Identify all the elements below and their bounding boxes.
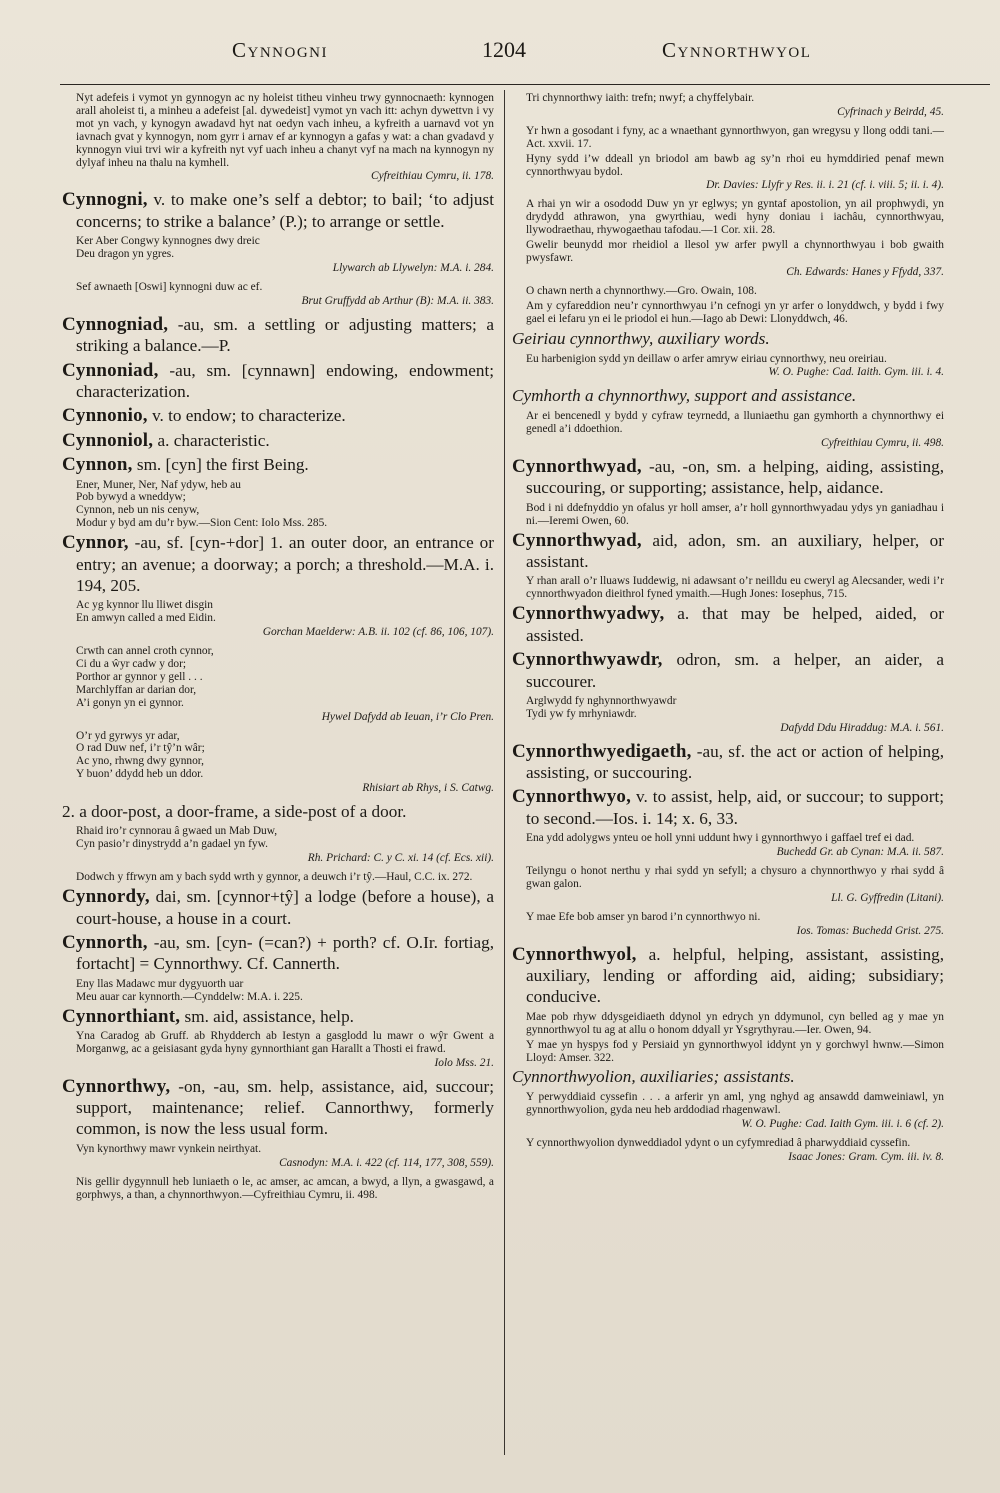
entry-headword: Cynnorth, (62, 931, 148, 953)
citation-source: Gorchan Maelderw: A.B. ii. 102 (cf. 86, 106, 107). (262, 626, 494, 639)
citation-source: Cyfreithiau Cymru, ii. 498. (821, 437, 944, 450)
dictionary-entry (62, 430, 494, 451)
citation-quote: Eu harbenigion sydd yn deillaw o arfer amryw eiriau cynnorthwy, neu oreiriau. (526, 352, 887, 365)
citation-quote: Y rhan arall o’r lluaws Iuddewig, ni adawsant o’r neilldu eu cweryl ag Alecsander, wedi i’r cynnorthwyadon dieithrol fyned ymaith.—Hugh Jones: Iosephus, 715. (526, 575, 944, 601)
entry-headword: Cynnorthwy, (62, 1075, 171, 1097)
header-rule (60, 84, 990, 85)
entry-headword: Cynnonio, (62, 405, 148, 427)
citation-quote: Yna Caradog ab Gruff. ab Rhydderch ab Iestyn a gasglodd lu mawr o wŷr Gwent a Morganwg, ac a geisiasant gyda hyny gynnorthiant gan Harallt a Thosti ei frawd. (76, 1029, 494, 1055)
dictionary-entry (62, 932, 494, 975)
citation-source: W. O. Pughe: Cad. Iaith. Gym. iii. i. 4. (768, 366, 944, 379)
citation-quote: Rhaid iro’r cynnorau â gwaed un Mab Duw, Cyn pasio’r dinystrydd a’n gadael yn fyw. (76, 825, 278, 851)
dictionary-entry (62, 454, 494, 475)
citation-source: Ch. Edwards: Hanes y Ffydd, 337. (786, 265, 944, 278)
citation-source: Hywel Dafydd ab Ieuan, i’r Clo Pren. (321, 710, 494, 723)
dictionary-entry (62, 532, 494, 596)
citation-quote: Y perwyddiaid cyssefin . . . a arferir yn aml, yng nghyd ag ansawdd damweiniawl, yn gynnorthwyolion, gyda neu heb arddodiad rhagenwawl. (526, 1091, 944, 1117)
entry-definition: a. characteristic. (153, 430, 270, 450)
citation-quote: Bod i ni ddefnyddio yn ofalus yr holl amser, a’r holl gynnorthwyadau ydys yn ganiadhau i ni.—Ieremi Owen, 60. (526, 501, 944, 527)
dictionary-entry (62, 314, 494, 357)
citation-quote: Teilyngu o honot nerthu y rhai sydd yn sefyll; a chysuro a chynnorthwyo y rhai sydd â gwan galon. (526, 865, 944, 890)
running-header (0, 38, 1000, 72)
citation-quote: Y mae yn hyspys fod y Persiaid yn gynnorthwyol iddynt yn y gorchwyl hwnw.—Simon Lloyd: Amser. 322. (526, 1038, 944, 1064)
entry-headword: Cynnorthiant, (62, 1005, 181, 1027)
entry-definition: dai, sm. [cynnor+tŷ] a lodge (before a house), a court-house, a house in a court. (76, 887, 494, 928)
subentry-phrase: Geiriau cynnorthwy, auxiliary words. (512, 328, 770, 348)
citation-source: Casnodyn: M.A. i. 422 (cf. 114, 177, 308, 559). (279, 1156, 494, 1169)
citation-quote: O chawn nerth a chynnorthwy.—Gro. Owain, 108. (526, 284, 757, 297)
entry-definition: aid, adon, sm. an auxiliary, helper, or assistant. (526, 530, 944, 572)
entry-headword: Cynnordy, (62, 886, 150, 908)
entry-headword: Cynnogniad, (62, 313, 169, 335)
entry-headword: Cynnon, (62, 454, 133, 476)
citation-quote: Nyt adefeis i vymot yn gynnogyn ac ny holeist titheu vinheu trwy gynnocnaeth: kynnogen arall aholeist ti, a minheu a adefeist [al. dywedeist] vymot yn vach itt: achyn dywettvn i vy mot yn vach, y kynogyn awadavd hyt nat oedyn vach inheu, a kyfreith a uarnavd vot yn iavnach gvat y kynnogyn, nom gyrr i arnav ef ar kynnogyn a gafas y wat: a chan gvadavd y kynnogyn viui trvi wir a kyfreith nyt vyf uach inheu a chanyt vyf na mach na kynnogyn ny dylyaf inheu na thalu na kymhell. (76, 92, 494, 169)
citation-quote: Dodwch y ffrwyn am y bach sydd wrth y gynnor, a deuwch i’r tŷ.—Haul, C.C. ix. 272. (76, 871, 473, 884)
dictionary-entry (512, 456, 944, 499)
citation-quote: Ker Aber Congwy kynnognes dwy dreic Deu dragon yn ygres. (76, 235, 260, 261)
entry-definition: -au, sm. [cyn- (=can?) + porth? cf. O.Ir. fortiag, fortacht] = Cynnorthwy. Cf. Cannerth. (76, 932, 494, 974)
citation-quote: Vyn kynorthwy mawr vynkein neirthyat. (76, 1142, 262, 1155)
entry-headword: Cynnorthwyad, (512, 529, 642, 551)
entry-definition: -au, sm. a settling or adjusting matters; a striking a balance.—P. (76, 314, 494, 356)
entry-definition: sm. aid, assistance, help. (180, 1006, 354, 1026)
entry-headword: Cynnorthwyawdr, (512, 649, 663, 671)
citation-source: Iolo Mss. 21. (434, 1056, 494, 1069)
entry-definition: v. to endow; to characterize. (147, 406, 346, 426)
dictionary-entry (62, 360, 494, 403)
citation-source: Ios. Tomas: Buchedd Grist. 275. (796, 924, 944, 937)
dictionary-entry (512, 944, 944, 1008)
citation-quote: Y cynnorthwyolion dynweddiadol ydynt o un cyfymrediad â pharwyddiaid cyssefin. (526, 1137, 911, 1150)
citation-quote: Gwelir beunydd mor rheidiol a llesol yw arfer pwyll a chynnorthwyau i bob gwaith pwysfawr. (526, 239, 944, 264)
dictionary-entry (512, 530, 944, 573)
citation-source: Dafydd Ddu Hiraddug: M.A. i. 561. (780, 721, 944, 734)
citation-quote: Crwth can annel croth cynnor, Ci du a ŵyr cadw y dor; Porthor ar gynnor y gell . . . Marchlyffan ar darian dor, A’i gonyn yn ei gynnor. (76, 645, 214, 709)
subentry-phrase: Cynnorthwyolion, auxiliaries; assistants. (512, 1067, 795, 1087)
citation-quote: Sef awnaeth [Oswi] kynnogni duw ac ef. (76, 280, 263, 293)
citation-source: Rh. Prichard: C. y C. xi. 14 (cf. Ecs. xii). (307, 852, 494, 865)
dictionary-entry (512, 603, 944, 646)
right-running-headword: Cynnorthwyol (662, 38, 812, 62)
citation-source: Ll. G. Gyffredin (Litani). (831, 891, 944, 904)
citation-quote: Hyny sydd i’w ddeall yn briodol am bawb ag sy’n rhoi eu hymddiried penaf mewn cynnorthwyau bydol. (526, 152, 944, 178)
entry-headword: Cynnorthwyol, (512, 943, 637, 965)
entry-definition: -au, sf. [cyn-+dor] 1. an outer door, an entrance or entry; an avenue; a doorway; a porch; a threshold.—M.A. i. 194, 205. (76, 533, 494, 595)
citation-quote: Arglwydd fy nghynnorthwyawdr Tydi yw fy mrhyniawdr. (526, 694, 677, 720)
citation-source: Buchedd Gr. ab Cynan: M.A. ii. 587. (776, 846, 944, 859)
entry-definition: -on, -au, sm. help, assistance, aid, succour; support, maintenance; relief. Cannorthwy, formerly common, is now the less usual form. (76, 1076, 494, 1139)
dictionary-entry (62, 886, 494, 929)
citation-source: W. O. Pughe: Cad. Iaith Gym. iii. i. 6 (cf. 2). (741, 1118, 944, 1131)
right-column (512, 92, 944, 1452)
dictionary-entry (62, 189, 494, 232)
entry-definition: a. helpful, helping, assistant, assisting, auxiliary, lending or affording aid, aiding; subsidiary; conducive. (526, 944, 944, 1007)
entry-headword: Cynnorthwyadwy, (512, 603, 665, 625)
dictionary-entry (62, 1076, 494, 1140)
entry-definition: a. that may be helped, aided, or assisted. (526, 604, 944, 645)
entry-headword: Cynnorthwyedigaeth, (512, 740, 692, 762)
citation-quote: Nis gellir dygynnull heb luniaeth o le, ac amser, ac amcan, a bwyd, a llyn, a gwasgawd, a gorphwys, a than, a chynnorthwyon.—Cyfreithiau Cymru, ii. 498. (76, 1175, 494, 1201)
citation-quote: Am y cyfareddion neu’r cynnorthwyau i’n cefnogi yn yr arfer o lonyddwch, y bydd i fwy gael ei lefaru yn ei le priodol ei hun.—Iago ab Dewi: Llonyddwch, 46. (526, 299, 944, 325)
entry-definition: -au, sf. the act or action of helping, assisting, or succouring. (526, 741, 944, 783)
citation-source: Brut Gruffydd ab Arthur (B): M.A. ii. 383. (301, 294, 494, 307)
citation-source: Cyfrinach y Beirdd, 45. (837, 105, 944, 118)
entry-definition: v. to make one’s self a debtor; to bail; ‘to adjust concerns; to strike a balance’ (P.); to arrange or settle. (76, 190, 494, 231)
entry-definition: v. to assist, help, aid, or succour; to support; to second.—Ios. i. 14; x. 6, 33. (526, 787, 944, 828)
citation-quote: Yr hwn a gosodant i fyny, ac a wnaethant gynnorthwyon, gan wregysu y llong oddi tani.—Act. xxvii. 17. (526, 124, 944, 150)
entry-sense: 2. a door-post, a door-frame, a side-post of a door. (62, 802, 407, 822)
entry-definition: -au, -on, sm. a helping, aiding, assisting, succouring, or supporting; assistance, help, aidance. (526, 457, 944, 498)
citation-quote: A rhai yn wir a osododd Duw yn yr eglwys; yn gyntaf apostolion, yn ail prophwydi, yn drydydd athrawon, yna gwyrthiau, wedi hyny doniau i iachâu, cynnorthwyau, llywodraethau, rhywogaethau tafodau.—1 Cor. xii. 28. (526, 198, 944, 237)
entry-definition: sm. [cyn] the first Being. (132, 455, 309, 475)
dictionary-entry (512, 741, 944, 784)
citation-quote: Tri chynnorthwy iaith: trefn; nwyf; a chyffelybair. (526, 92, 755, 104)
citation-quote: O’r yd gyrwys yr adar, O rad Duw nef, i’r tŷ’n wâr; Ac yno, rhwng dwy gynnor, Y buon’ ddydd heb un ddor. (76, 729, 205, 781)
entry-headword: Cynnogni, (62, 189, 148, 211)
left-column (62, 92, 494, 1452)
dictionary-entry (512, 649, 944, 692)
citation-quote: Ena ydd adolygws ynteu oe holl ynni uddunt hwy i gynnorthwyo i gaffael tref ei dad. (526, 832, 915, 845)
subentry-phrase: Cymhorth a chynnorthwy, support and assistance. (512, 386, 857, 406)
dictionary-entry (512, 786, 944, 829)
citation-source: Cyfreithiau Cymru, ii. 178. (371, 170, 494, 183)
dictionary-entry (62, 405, 494, 426)
citation-quote: Eny llas Madawc mur dygyuorth uar Meu auar car kynnorth.—Cynddelw: M.A. i. 225. (76, 977, 303, 1003)
citation-quote: Y mae Efe bob amser yn barod i’n cynnorthwyo ni. (526, 910, 761, 923)
citation-quote: Ener, Muner, Ner, Naf ydyw, heb au Pob bywyd a wneddyw; Cynnon, neb un nis cenyw, Modur y byd am du’r byw.—Sion Cent: Iolo Mss. 285. (76, 478, 328, 530)
entry-headword: Cynnorthwyo, (512, 786, 632, 808)
entry-headword: Cynnoniol, (62, 429, 154, 451)
page-number: 1204 (482, 37, 526, 62)
entry-headword: Cynnoniad, (62, 359, 159, 381)
entry-definition: -au, sm. [cynnawn] endowing, endowment; characterization. (76, 360, 494, 401)
citation-quote: Ac yg kynnor llu lliwet disgin En amwyn called a med Eidin. (76, 599, 216, 625)
citation-quote: Ar ei bencenedl y bydd y cyfraw teyrnedd, a lluniaethu gan gymhorth a chynnorthwy ei genedl a’i ddoethion. (526, 410, 944, 436)
left-running-headword: Cynnogni (232, 38, 328, 62)
entry-headword: Cynnor, (62, 532, 129, 554)
citation-source: Dr. Davies: Llyfr y Res. ii. i. 21 (cf. i. viii. 5; ii. i. 4). (706, 179, 944, 192)
citation-source: Llywarch ab Llywelyn: M.A. i. 284. (332, 261, 494, 274)
citation-quote: Mae pob rhyw ddysgeidiaeth ddynol yn edrych yn ddymunol, cyn belled ag y mae yn gynnorthwyol tu ag at allu o honom ddyall yr Ysgrythyrau.—Ier. Owen, 94. (526, 1010, 944, 1036)
citation-source: Isaac Jones: Gram. Cym. iii. iv. 8. (788, 1151, 944, 1164)
column-divider (504, 90, 505, 1455)
entry-definition: odron, sm. a helper, an aider, a succourer. (526, 650, 944, 691)
dictionary-entry (62, 1006, 494, 1027)
entry-headword: Cynnorthwyad, (512, 456, 642, 478)
citation-source: Rhisiart ab Rhys, i S. Catwg. (362, 782, 494, 795)
